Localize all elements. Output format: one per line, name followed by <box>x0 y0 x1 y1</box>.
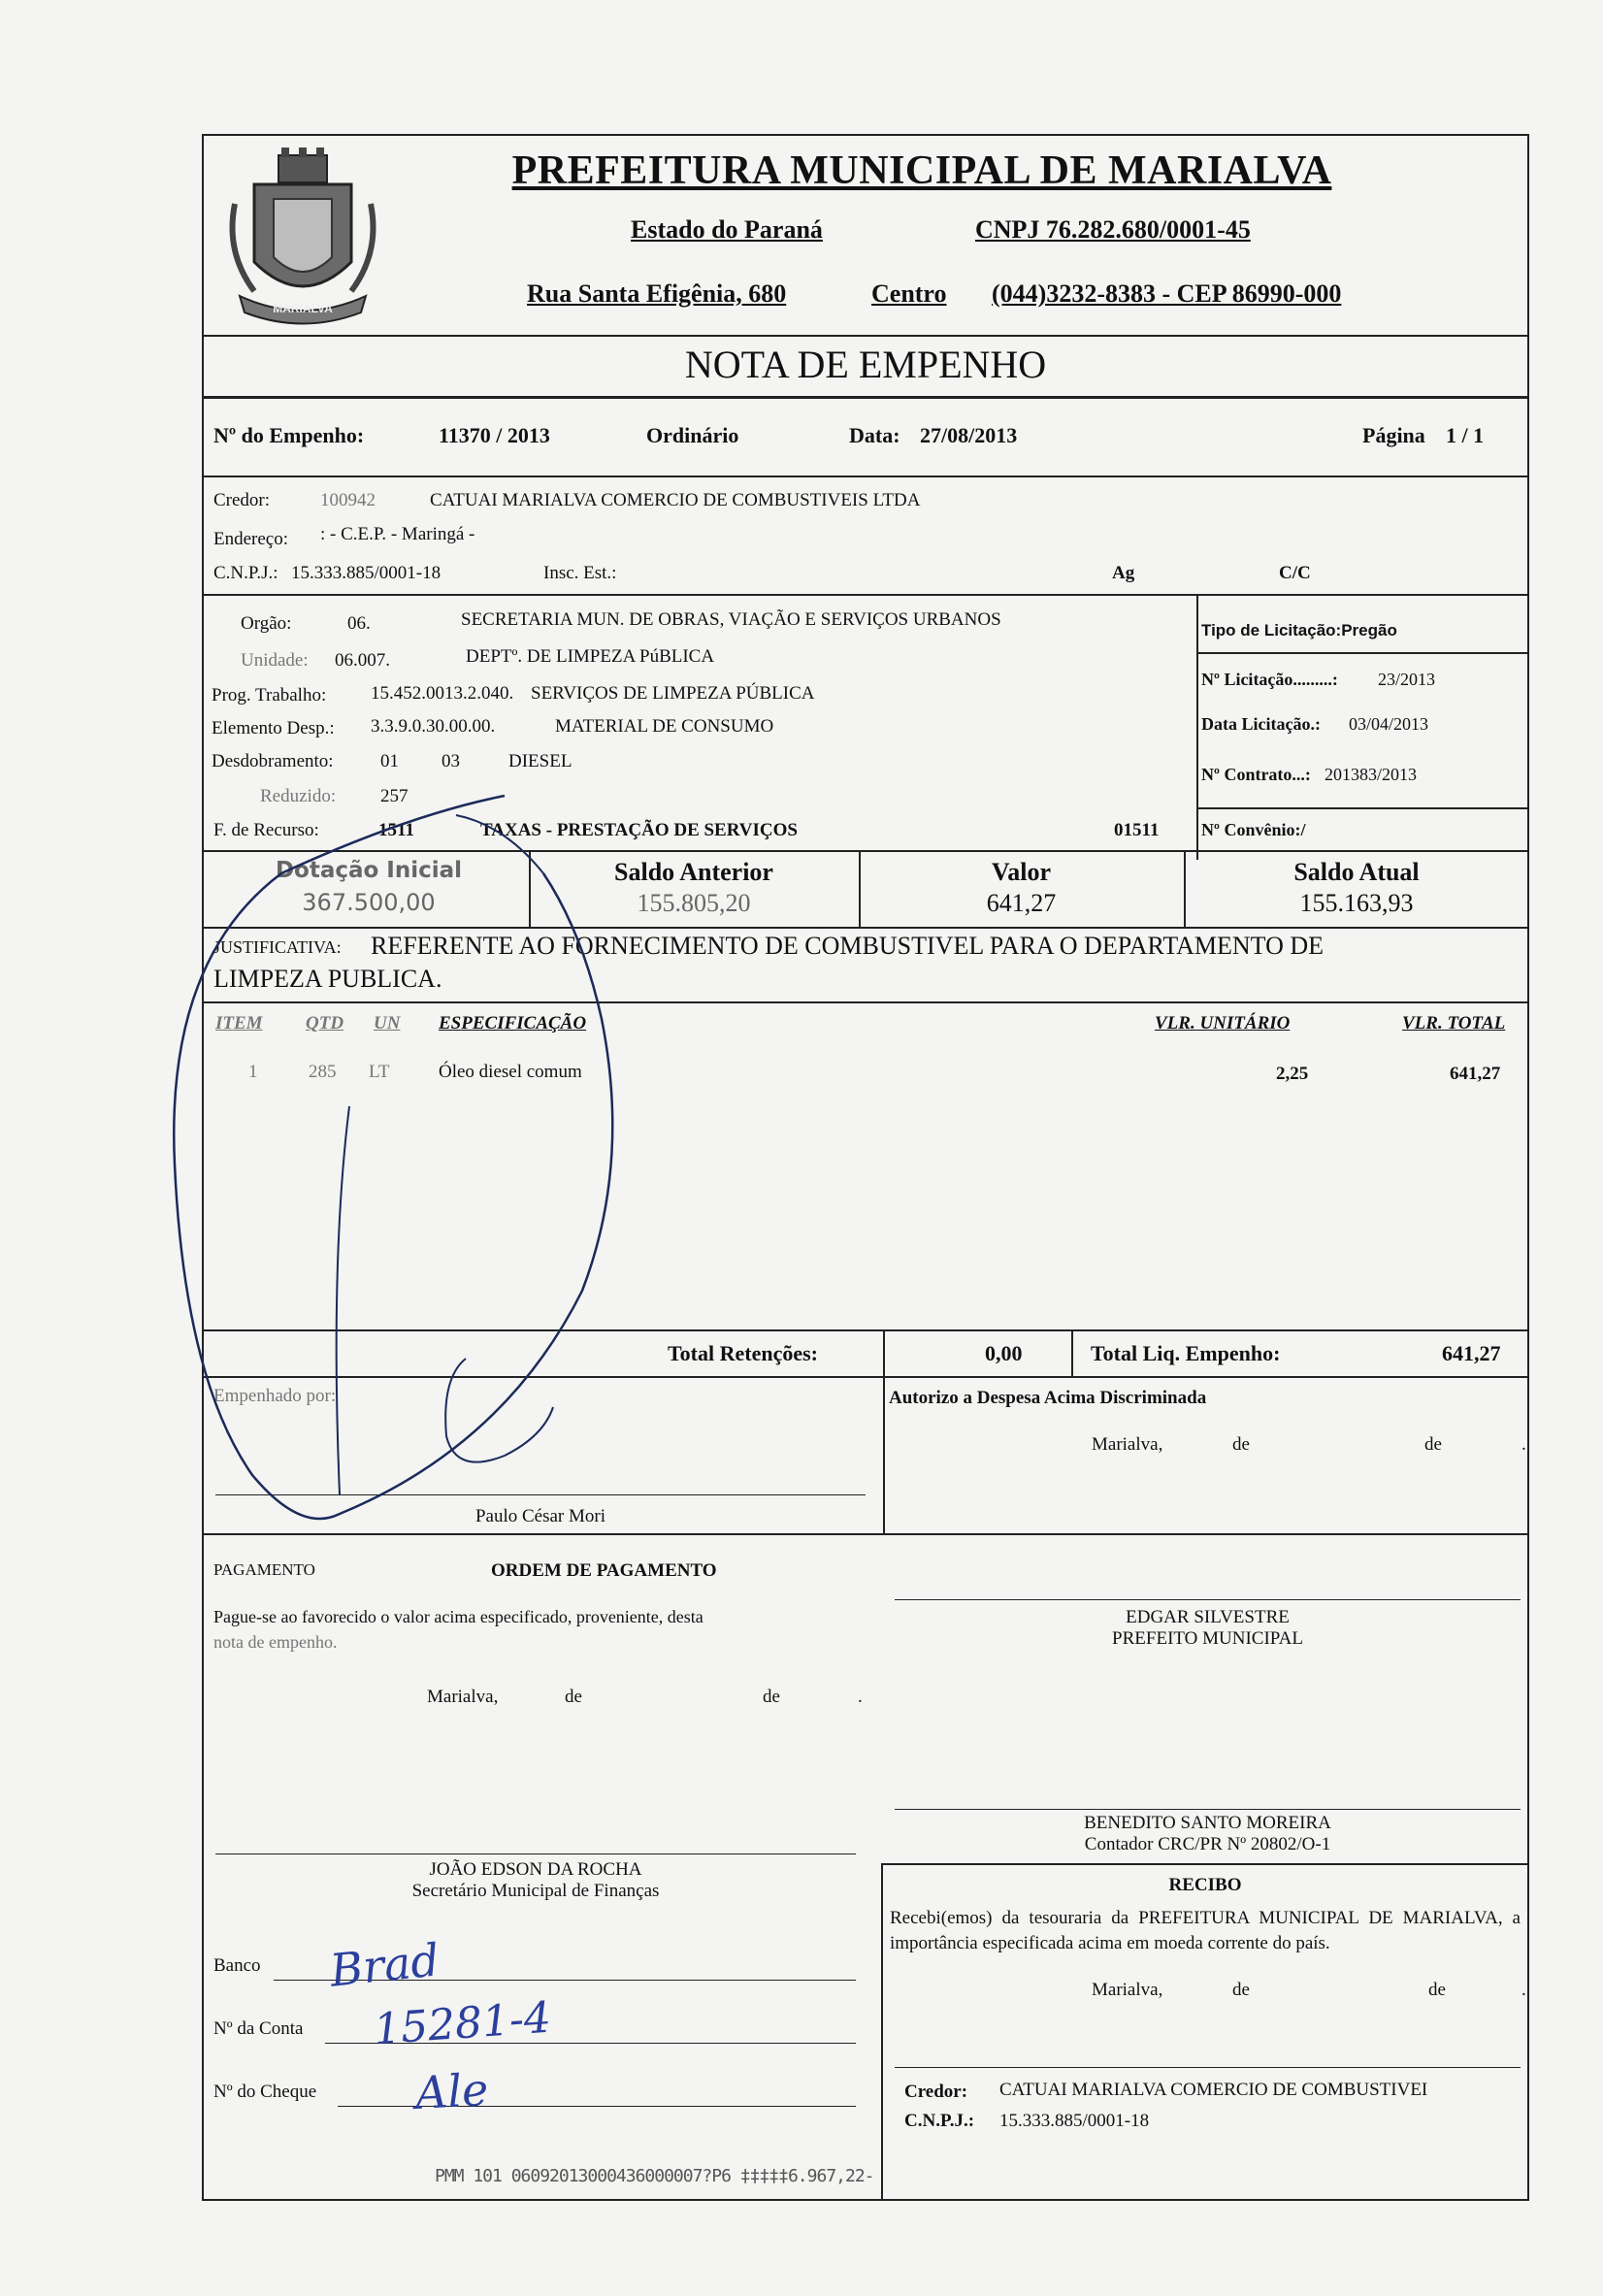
empenhado-label: Empenhado por: <box>213 1386 337 1406</box>
saldo-anterior-value: 155.805,20 <box>637 889 751 917</box>
banco-signature: Brad <box>327 1933 442 1997</box>
item-qtd: 285 <box>309 1062 337 1082</box>
unidade-label: Unidade: <box>241 650 309 671</box>
convenio: Nº Convênio:/ <box>1201 820 1306 839</box>
licitacao-number: 23/2013 <box>1378 670 1436 689</box>
prog-code: 15.452.0013.2.040. <box>371 683 514 704</box>
item-vlr-total: 641,27 <box>1450 1064 1501 1084</box>
credor-name: CATUAI MARIALVA COMERCIO DE COMBUSTIVEIS LTDA <box>430 490 921 510</box>
elemento-name: MATERIAL DE CONSUMO <box>555 716 774 737</box>
autorizo-city: Marialva, <box>1092 1434 1163 1455</box>
conta-label: Nº da Conta <box>213 2018 304 2039</box>
total-liquido-value: 641,27 <box>1442 1341 1501 1365</box>
pagamento-de-1: de <box>565 1687 582 1707</box>
recibo-de-1: de <box>1232 1980 1250 2000</box>
ordem-pagamento-title: ORDEM DE PAGAMENTO <box>491 1560 717 1581</box>
cnpj-credor-value: 15.333.885/0001-18 <box>291 563 442 583</box>
contrato-label: Nº Contrato...: <box>1201 765 1311 784</box>
recibo-title: RECIBO <box>1168 1875 1242 1895</box>
banco-label: Banco <box>213 1955 261 1976</box>
autorizo-title: Autorizo a Despesa Acima Discriminada <box>889 1388 1207 1408</box>
recibo-de-2: de <box>1428 1980 1446 2000</box>
cnpj-label: CNPJ 76.282.680/0001-45 <box>975 215 1251 244</box>
endereco-label: Endereço: <box>213 529 289 549</box>
prog-label: Prog. Trabalho: <box>212 685 327 705</box>
orgao-label: Orgão: <box>241 613 292 634</box>
cheque-label: Nº do Cheque <box>213 2082 317 2102</box>
recibo-credor-name: CATUAI MARIALVA COMERCIO DE COMBUSTIVEI <box>999 2080 1428 2100</box>
autorizo-de-1: de <box>1232 1434 1250 1455</box>
micr-line: PMM 101 06092013000436000007?P6 ‡‡‡‡‡6.967,22- <box>435 2166 874 2186</box>
item-un: LT <box>369 1062 390 1082</box>
desdobramento-code-2: 03 <box>442 751 460 771</box>
phone-cep: (044)3232-8383 - CEP 86990-000 <box>992 279 1342 308</box>
conta-signature: 15281-4 <box>372 1992 553 2055</box>
col-item: ITEM <box>215 1013 263 1033</box>
col-vlr-total: VLR. TOTAL <box>1402 1013 1506 1033</box>
cheque-signature: Ale <box>413 2063 490 2119</box>
recibo-text: Recebi(emos) da tesouraria da PREFEITURA MUNICIPAL DE MARIALVA, a importância especificada acima em moeda corrente do país. <box>890 1908 1521 1953</box>
secretario-title: Secretário Municipal de Finanças <box>411 1881 660 1901</box>
recurso-code: 1511 <box>378 820 414 840</box>
orgao-name: SECRETARIA MUN. DE OBRAS, VIAÇÃO E SERVIÇOS URBANOS <box>461 609 1001 630</box>
empenho-number: 11370 / 2013 <box>439 423 550 447</box>
recibo-city: Marialva, <box>1092 1980 1163 2000</box>
total-retencoes-label: Total Retenções: <box>668 1341 818 1365</box>
reduzido-label: Reduzido: <box>260 786 337 806</box>
credor-label: Credor: <box>213 490 271 510</box>
municipality-title: PREFEITURA MUNICIPAL DE MARIALVA <box>511 148 1332 193</box>
orgao-code: 06. <box>347 613 371 634</box>
recibo-credor-label: Credor: <box>904 2082 968 2102</box>
empenho-date: 27/08/2013 <box>920 423 1018 447</box>
pagamento-text-1: Pague-se ao favorecido o valor acima especificado, proveniente, desta <box>213 1607 703 1626</box>
elemento-label: Elemento Desp.: <box>212 718 335 738</box>
prefeito-name: EDGAR SILVESTRE <box>1126 1607 1290 1627</box>
licitacao-number-label: Nº Licitação.........: <box>1201 670 1338 689</box>
elemento-code: 3.3.9.0.30.00.00. <box>371 716 496 737</box>
prefeito-title: PREFEITO MUNICIPAL <box>1112 1628 1303 1649</box>
valor-label: Valor <box>991 858 1052 886</box>
empenho-type: Ordinário <box>646 423 739 447</box>
autorizo-de-2: de <box>1424 1434 1442 1455</box>
pagamento-de-2: de <box>763 1687 780 1707</box>
date-label: Data: <box>849 423 900 447</box>
page-label: Página <box>1362 423 1425 447</box>
cc-label: C/C <box>1279 563 1311 583</box>
reduzido-value: 257 <box>380 786 409 806</box>
col-especificacao: ESPECIFICAÇÃO <box>439 1013 587 1033</box>
licitacao-date-label: Data Licitação.: <box>1201 714 1321 734</box>
item-number: 1 <box>248 1062 258 1082</box>
endereco-value: : - C.E.P. - Maringá - <box>320 524 475 544</box>
crest-text: MARIALVA <box>273 302 333 315</box>
tipo-licitacao: Tipo de Licitação:Pregão <box>1201 621 1397 640</box>
empenhado-name: Paulo César Mori <box>474 1506 606 1526</box>
desdobramento-label: Desdobramento: <box>212 751 334 771</box>
dotacao-inicial-value: 367.500,00 <box>302 889 436 916</box>
contrato-number: 201383/2013 <box>1325 765 1418 784</box>
district-label: Centro <box>871 279 947 308</box>
saldo-anterior-label: Saldo Anterior <box>614 858 773 886</box>
pagamento-text-2: nota de empenho. <box>213 1632 338 1652</box>
justificativa-label: JUSTIFICATIVA: <box>213 937 342 957</box>
item-especificacao: Óleo diesel comum <box>439 1062 582 1082</box>
col-un: UN <box>374 1013 401 1033</box>
desdobramento-name: DIESEL <box>508 751 572 771</box>
col-qtd: QTD <box>306 1013 344 1033</box>
saldo-atual-value: 155.163,93 <box>1299 889 1414 917</box>
empenho-label: Nº do Empenho: <box>213 423 365 447</box>
pagamento-city: Marialva, <box>427 1687 499 1707</box>
insc-est-label: Insc. Est.: <box>543 563 617 583</box>
cnpj-credor-label: C.N.P.J.: <box>213 563 278 583</box>
justificativa-text-1: REFERENTE AO FORNECIMENTO DE COMBUSTIVEL PARA O DEPARTAMENTO DE <box>371 932 1325 960</box>
page-number: 1 / 1 <box>1446 423 1485 447</box>
recibo-cnpj-label: C.N.P.J.: <box>904 2111 975 2131</box>
pagamento-label: PAGAMENTO <box>213 1560 315 1579</box>
recurso-name: TAXAS - PRESTAÇÃO DE SERVIÇOS <box>480 820 798 840</box>
total-retencoes-value: 0,00 <box>985 1341 1023 1365</box>
contador-name: BENEDITO SANTO MOREIRA <box>1084 1813 1331 1833</box>
desdobramento-code-1: 01 <box>380 751 399 771</box>
recurso-label: F. de Recurso: <box>213 820 319 840</box>
col-vlr-unitario: VLR. UNITÁRIO <box>1155 1013 1291 1033</box>
credor-code: 100942 <box>320 490 376 510</box>
valor-value: 641,27 <box>986 889 1057 917</box>
saldo-atual-label: Saldo Atual <box>1293 858 1420 886</box>
unidade-name: DEPTº. DE LIMPEZA PúBLICA <box>466 646 715 667</box>
total-liquido-label: Total Liq. Empenho: <box>1091 1341 1281 1365</box>
justificativa-text-2: LIMPEZA PUBLICA. <box>213 965 442 993</box>
secretario-name: JOÃO EDSON DA ROCHA <box>429 1859 642 1880</box>
prog-name: SERVIÇOS DE LIMPEZA PÚBLICA <box>531 683 815 704</box>
street-address: Rua Santa Efigênia, 680 <box>527 279 787 308</box>
unidade-code: 06.007. <box>335 650 390 671</box>
document-title: NOTA DE EMPENHO <box>684 343 1047 386</box>
state-label: Estado do Paraná <box>631 215 823 244</box>
contador-title: Contador CRC/PR Nº 20802/O-1 <box>1084 1834 1331 1854</box>
recurso-number: 01511 <box>1114 820 1160 840</box>
ag-label: Ag <box>1112 563 1135 583</box>
licitacao-date: 03/04/2013 <box>1349 714 1429 734</box>
item-vlr-unitario: 2,25 <box>1276 1064 1309 1084</box>
dotacao-inicial-label: Dotação Inicial <box>275 858 463 883</box>
recibo-cnpj-value: 15.333.885/0001-18 <box>999 2111 1150 2131</box>
